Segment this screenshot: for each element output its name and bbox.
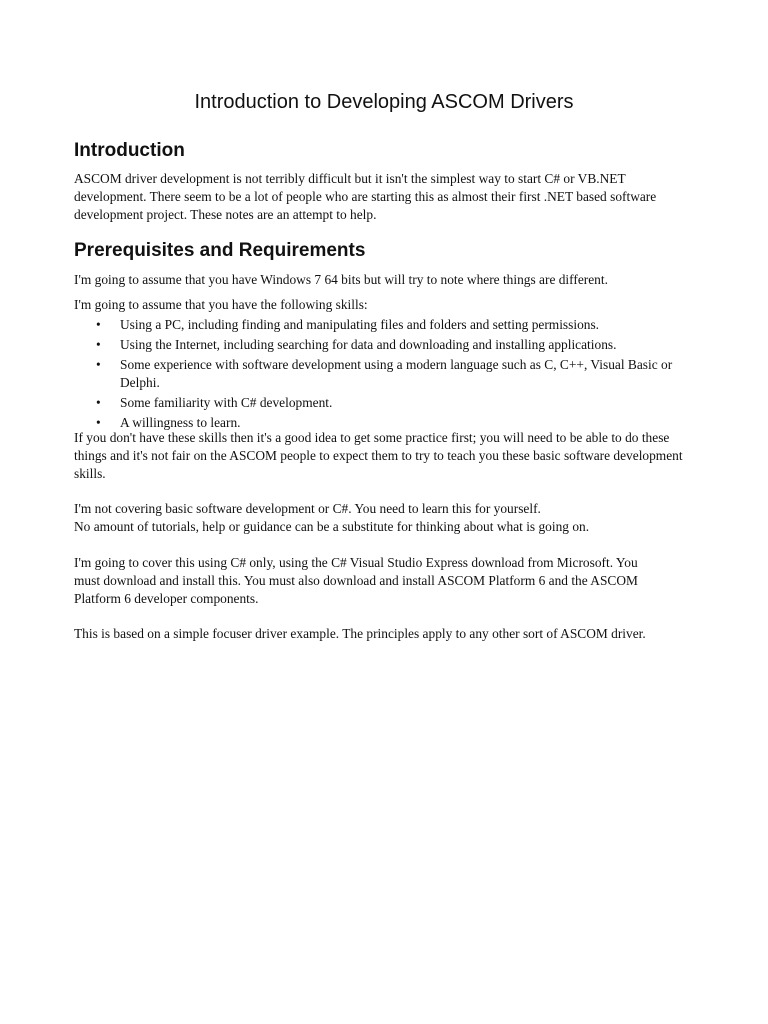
bullet-icon: • [96,357,101,372]
bullet-icon: • [96,395,101,410]
list-item [74,394,714,412]
list-item-text: Some experience with software development using a modern language such as C, C++, Visual Basic or Delphi. [120,357,673,390]
cover-csharp-paragraph: I'm going to cover this using C# only, using the C# Visual Studio Express download from Microsoft. You must download and install this. You must also download and install ASCOM Platform 6 and the ASCOM Platform 6 developer components. [74,555,638,606]
list-item [74,316,714,334]
bullet-icon: • [96,317,101,332]
skills-list [74,316,714,434]
based-on-paragraph: This is based on a simple focuser driver example. The principles apply to any other sort of ASCOM driver. [74,626,646,641]
not-covering-line-2: No amount of tutorials, help or guidance can be a substitute for thinking about what is going on. [74,519,590,534]
assume-skills-paragraph: I'm going to assume that you have the following skills: [74,297,368,312]
list-item [74,336,714,354]
skills-note-paragraph: If you don't have these skills then it's a good idea to get some practice first; you will need to be able to do these things and it's not fair on the ASCOM people to expect them to try to teach you these basic software development skills. [74,430,683,481]
document-title: Introduction to Developing ASCOM Drivers [194,91,574,113]
not-covering-paragraph [74,500,714,536]
heading-introduction: Introduction [74,140,185,161]
heading-prerequisites: Prerequisites and Requirements [74,240,366,261]
list-item-text: Some familiarity with C# development. [120,395,333,410]
assume-windows-paragraph: I'm going to assume that you have Windows 7 64 bits but will try to note where things are different. [74,272,608,287]
bullet-icon: • [96,415,101,430]
bullet-icon: • [96,337,101,352]
introduction-paragraph: ASCOM driver development is not terribly difficult but it isn't the simplest way to start C# or VB.NET development. There seem to be a lot of people who are starting this as almost their first .NET based software development project. These notes are an attempt to help. [74,171,657,222]
not-covering-line-1: I'm not covering basic software development or C#. You need to learn this for yourself. [74,501,541,516]
list-item-text: Using the Internet, including searching for data and downloading and installing applications. [120,337,617,352]
list-item-text: Using a PC, including finding and manipulating files and folders and setting permissions. [120,317,600,332]
list-item [74,356,714,392]
list-item-text: A willingness to learn. [120,415,241,430]
